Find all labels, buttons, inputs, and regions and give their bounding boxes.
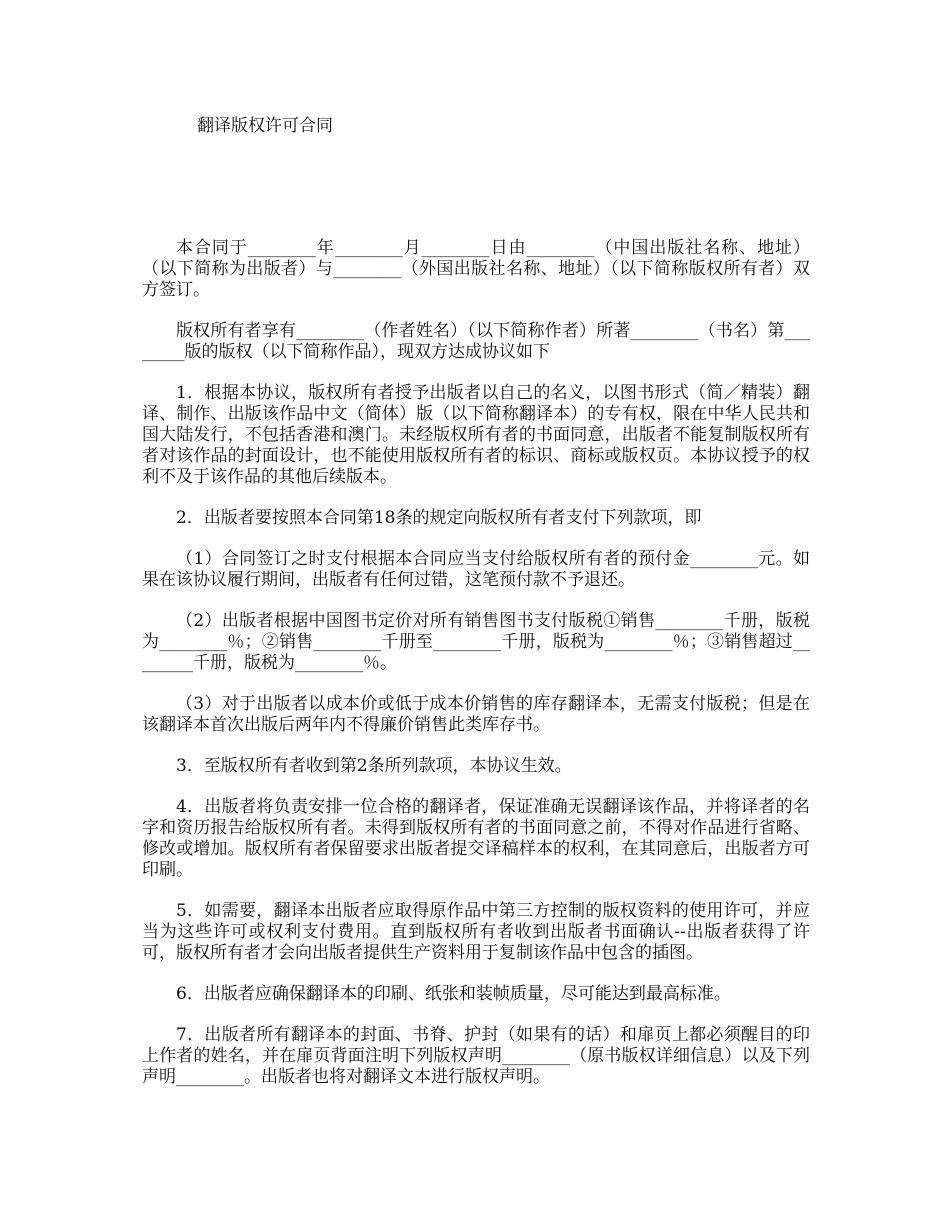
paragraph-clause-2-2: （2）出版者根据中国图书定价对所有销售图书支付版税①销售________千册，版税为________％；②销售________千册至________千册，版税为________％；③销售超过________千册，版税为________％。	[142, 611, 810, 673]
paragraph-clause-2: 2．出版者要按照本合同第18条的规定向版权所有者支付下列款项，即	[176, 508, 702, 528]
paragraph-clause-2-1: （1）合同签订之时支付根据本合同应当支付给版权所有者的预付金________元。如果在该协议履行期间，出版者有任何过错，这笔预付款不予退还。	[142, 549, 810, 590]
document-title: 翻译版权许可合同	[197, 116, 333, 136]
paragraph-clause-5: 5．如需要，翻译本出版者应取得原作品中第三方控制的版权资料的使用许可，并应当为这些许可或权利支付费用。直到版权所有者收到出版者书面确认--出版者获得了许可，版权所有者才会向出版者提供生产资料用于复制该作品中包含的插图。	[142, 901, 810, 963]
paragraph-preamble: 本合同于________年________月________日由________（中国出版社名称、地址）（以下简称为出版者）与________（外国出版社名称、地址）（以下简称版权所有者）双方签订。	[142, 238, 810, 300]
paragraph-clause-4: 4．出版者将负责安排一位合格的翻译者，保证准确无误翻译该作品，并将译者的名字和资历报告给版权所有者。未得到版权所有者的书面同意之前，不得对作品进行省略、修改或增加。版权所有者保留要求出版者提交译稿样本的权利，在其同意后，出版者方可印刷。	[142, 797, 810, 880]
paragraph-clause-7: 7．出版者所有翻译本的封面、书脊、护封（如果有的话）和扉页上都必须醒目的印上作者的姓名，并在扉页背面注明下列版权声明________（原书版权详细信息）以及下列声明________。出版者也将对翻译文本进行版权声明。	[142, 1025, 810, 1087]
paragraph-copyright-holder: 版权所有者享有________（作者姓名）（以下简称作者）所著________（书名）第________版的版权（以下简称作品），现双方达成协议如下	[142, 321, 810, 362]
paragraph-clause-3: 3．至版权所有者收到第2条所列款项，本协议生效。	[176, 756, 572, 776]
paragraph-clause-2-3: （3）对于出版者以成本价或低于成本价销售的库存翻译本，无需支付版税；但是在该翻译本首次出版后两年内不得廉价销售此类库存书。	[142, 694, 810, 735]
paragraph-clause-6: 6．出版者应确保翻译本的印刷、纸张和装帧质量，尽可能达到最高标准。	[176, 984, 731, 1004]
document-body	[142, 238, 810, 1108]
paragraph-clause-1: 1．根据本协议，版权所有者授予出版者以自己的名义，以图书形式（简／精装）翻译、制作、出版该作品中文（简体）版（以下简称翻译本）的专有权，限在中华人民共和国大陆发行，不包括香港和澳门。未经版权所有者的书面同意，出版者不能复制版权所有者对该作品的封面设计，也不能使用版权所有者的标识、商标或版权页。本协议授予的权利不及于该作品的其他后续版本。	[142, 383, 810, 487]
